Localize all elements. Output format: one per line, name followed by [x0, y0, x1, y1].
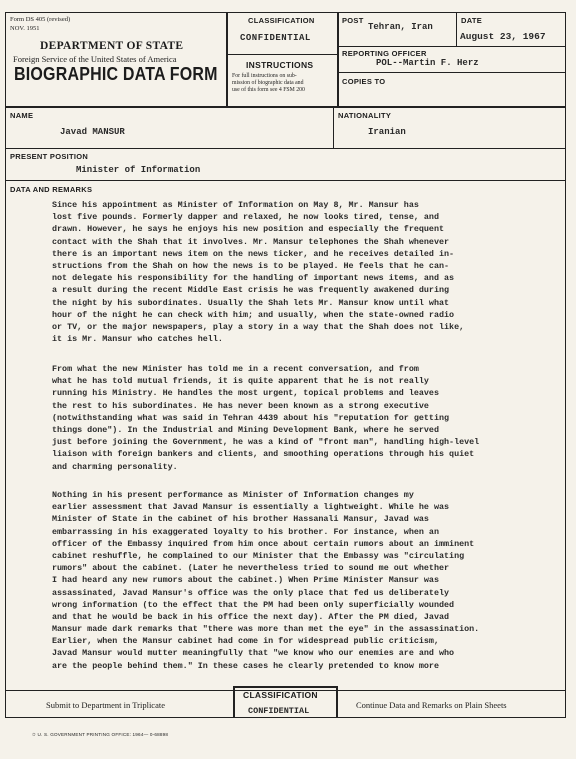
name-value: Javad MANSUR [60, 127, 125, 137]
reporting-officer-value: POL--Martin F. Herz [376, 58, 479, 68]
divider [226, 12, 228, 107]
remarks-line: earlier assessment that Javad Mansur is essentially a lightweight. While he was [52, 502, 450, 513]
remarks-line: not delegate his responsibility for the handling of important news items, and as [52, 273, 455, 284]
remarks-line: the rest to his subordinates. He has never been known as a strong executive [52, 400, 429, 411]
continue-note: Continue Data and Remarks on Plain Sheets [356, 700, 507, 710]
service-name: Foreign Service of the United States of America [13, 54, 177, 64]
remarks-line: a result during the recent Middle East crisis he was frequently awakened during [52, 285, 450, 296]
copies-to-label: COPIES TO [342, 77, 386, 86]
data-remarks-label: DATA AND REMARKS [10, 185, 93, 194]
name-label: NAME [10, 111, 34, 120]
instructions-line: For full instructions on sub- [232, 73, 297, 79]
remarks-line: contact with the Shah that it involves. Mr. Mansur telephones the Shah whenever [52, 236, 450, 247]
remarks-line: lost five pounds. Formerly dapper and relaxed, he now looks tired, tense, and [52, 212, 439, 223]
divider [337, 46, 566, 47]
divider [456, 12, 457, 46]
remarks-line: liaison with foreign bankers and clients, and smoothing operations through his quiet [52, 449, 475, 460]
remarks-line: or TV, or the major newspapers, play a story in a way that the Shah does not like, [52, 321, 465, 332]
submit-note: Submit to Department in Triplicate [46, 700, 165, 710]
department-name: DEPARTMENT OF STATE [40, 40, 184, 52]
present-position-value: Minister of Information [76, 165, 201, 175]
remarks-line: wrong information (to the effect that the PM had been only superficially wounded [52, 599, 455, 610]
instructions-label: INSTRUCTIONS [246, 60, 314, 70]
remarks-line: hour of the night he can check with him; and usually, when the state-owned radio [52, 309, 455, 320]
instructions-line: use of this form see 4 FSM 200 [232, 87, 305, 93]
classification-value: CONFIDENTIAL [240, 33, 311, 43]
footer-classification-value: CONFIDENTIAL [248, 706, 310, 716]
remarks-line: Mansur made dark remarks that "there was more than met the eye" in the assassination. [52, 624, 480, 635]
remarks-line: just before joining the Government, he was a kind of "front man", handling high-level [52, 437, 480, 448]
divider [337, 12, 339, 107]
footer-classification-label: CLASSIFICATION [243, 690, 318, 700]
divider [233, 686, 337, 688]
instructions-line: mission of biographic data and [232, 80, 304, 86]
remarks-paragraph-1 [52, 199, 464, 345]
divider [226, 54, 337, 55]
remarks-line: there is an important news item on the news ticker, and he receives detailed in- [52, 248, 455, 259]
classification-label: CLASSIFICATION [248, 16, 315, 25]
remarks-line: Minister of State in the cabinet of his brother Hassanali Mansur, Javad was [52, 514, 429, 525]
remarks-line: what he has told mutual friends, it is quite apparent that he is not really [52, 376, 429, 387]
remarks-line: drawn. However, he says he enjoys his new position and especially the frequent [52, 224, 445, 235]
date-label: DATE [461, 16, 483, 25]
remarks-line: From what the new Minister has told me in a recent conversation, and from [52, 364, 419, 374]
divider [5, 106, 566, 108]
divider [233, 686, 235, 718]
remarks-line: assassinated, Javad Mansur's office was the only place that fed us deliberately [52, 587, 450, 598]
nationality-value: Iranian [368, 127, 406, 137]
remarks-line: it is Mr. Mansur who catches hell. [52, 334, 223, 345]
remarks-line: officer of the Embassy inquired from him once about certain rumors about an imminent [52, 538, 475, 549]
reporting-officer-label: REPORTING OFFICER [342, 49, 427, 58]
date-value: August 23, 1967 [460, 31, 546, 42]
gpo-imprint: ✩ U. S. GOVERNMENT PRINTING OFFICE: 1964— 0-68898 [32, 732, 169, 737]
form-number: Form DS 405 (revised) [10, 16, 71, 23]
divider [336, 686, 338, 718]
remarks-line: and charming personality. [52, 461, 178, 472]
nationality-label: NATIONALITY [338, 111, 392, 120]
form-title: BIOGRAPHIC DATA FORM [14, 65, 218, 85]
divider [337, 72, 566, 73]
remarks-line: running his Ministry. He handles the most urgent, topical problems and leaves [52, 388, 439, 399]
divider [5, 148, 566, 149]
remarks-line: Javad Mansur would mutter meaningfully that "we know who our enemies are and who [52, 648, 455, 659]
present-position-label: PRESENT POSITION [10, 152, 89, 161]
remarks-line: things done"). In the Industrial and Mining Development Bank, where he served [52, 424, 439, 435]
remarks-line: the night by his subordinates. Usually the Shah lets Mr. Mansur know until what [52, 297, 450, 308]
post-label: POST [342, 16, 364, 25]
divider [5, 180, 566, 181]
remarks-line: embarrassing in his exaggerated loyalty to his brother. For instance, when an [52, 526, 439, 537]
remarks-line: structions from the Shah on how the news is to be played. He feels that he can- [52, 260, 450, 271]
remarks-line: (notwithstanding what was said in Tehran 4439 about his "reputation for getting [52, 412, 450, 423]
divider [333, 106, 334, 148]
remarks-line: rumors" about the cabinet. (Later he nevertheless tried to sound me out whether [52, 563, 450, 574]
remarks-line: and that he would be back in his office the next day). After the PM died, Javad [52, 611, 450, 622]
remarks-line: are the people behind them." In these cases he clearly pretended to know more [52, 660, 439, 671]
remarks-line: Earlier, when the Mansur cabinet had come in for widespread public criticism, [52, 636, 439, 647]
remarks-line: Nothing in his present performance as Minister of Information changes my [52, 490, 414, 500]
remarks-paragraph-2 [52, 363, 479, 473]
form-date: NOV. 1951 [10, 25, 40, 32]
remarks-line: Since his appointment as Minister of Information on May 8, Mr. Mansur has [52, 200, 419, 210]
remarks-paragraph-3 [52, 489, 479, 672]
remarks-line: I had heard any new rumors about the cabinet.) When Prime Minister Mansur was [52, 575, 439, 586]
post-value: Tehran, Iran [368, 22, 433, 32]
remarks-line: cabinet reshuffle, he complained to our Minister that the Embassy was "circulating [52, 550, 465, 561]
